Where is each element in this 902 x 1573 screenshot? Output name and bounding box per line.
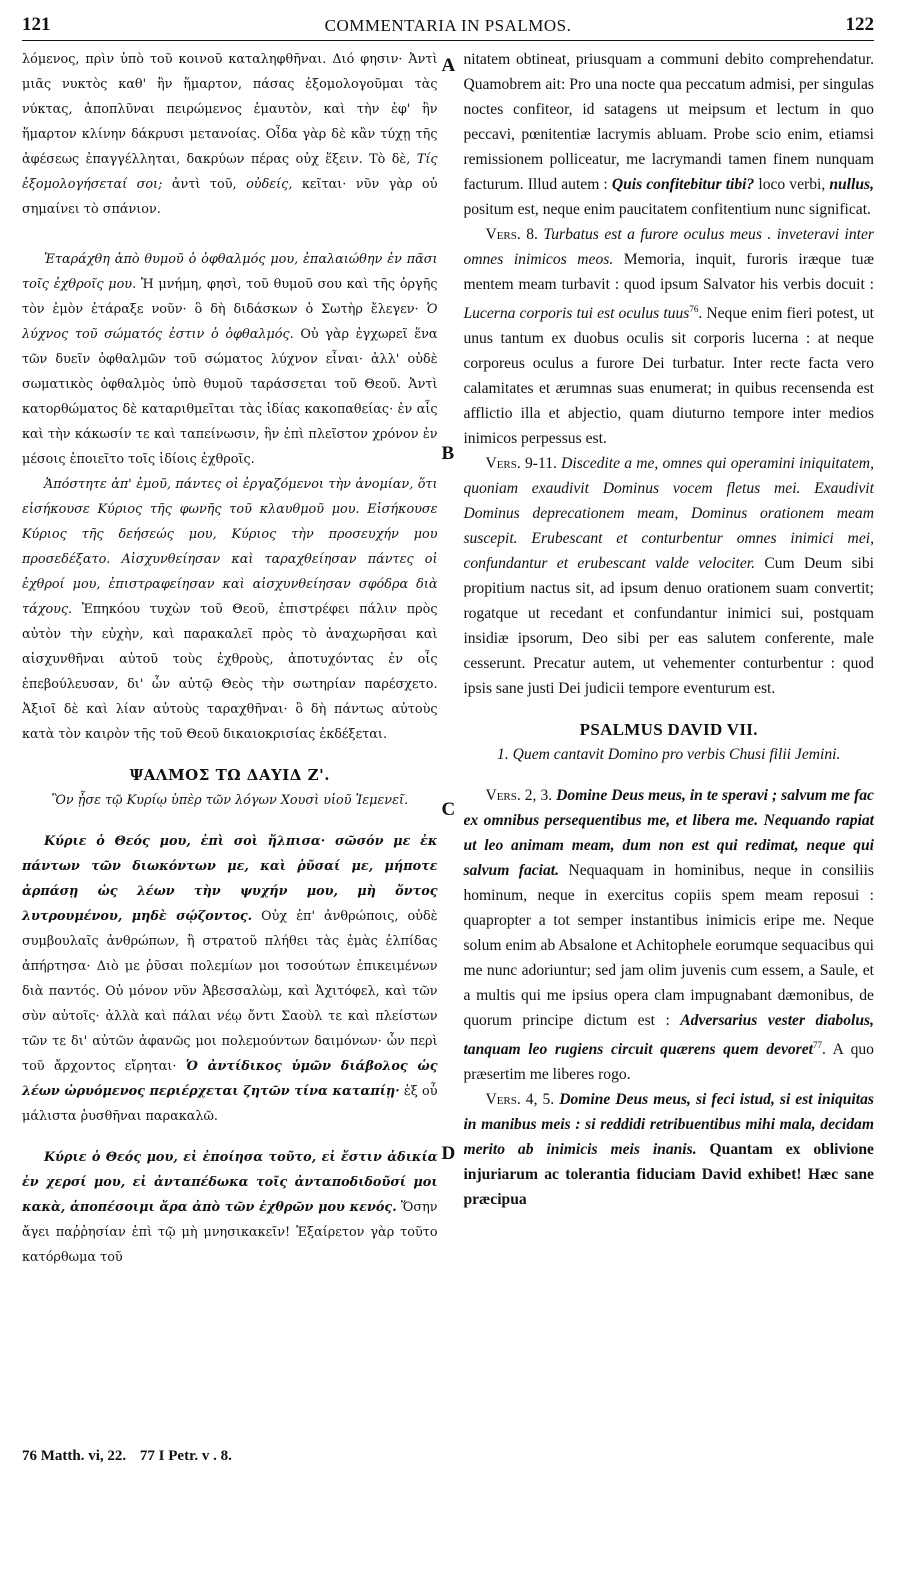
latin-verse-2-3 [463, 783, 874, 1087]
latin-text: Nequaquam in hominibus, neque in consiliis hominum, neque in exercitus copiis spem meam reposui : quapropter a tot semper instantibus inimicis eripe me. Neque solum enim ab Absalone et Achitophele eorumque sequacibus qui me nunc adoriuntur; sed jam olim juvenis cum essem, a Saule, et a multis qui me ipsius opera clam impugnabant dæmonibus, de quorum principe dictum est : [463, 862, 874, 1030]
margin-gutter [438, 47, 464, 1270]
latin-quote: Quis confitebitur tibi? [611, 176, 755, 193]
verse-label: Vers. 2, 3. [485, 787, 553, 805]
running-title: COMMENTARIA IN PSALMOS. [324, 16, 572, 35]
latin-quote: nullus, [829, 176, 874, 193]
latin-column [463, 47, 874, 1270]
latin-paragraph-1 [463, 47, 874, 222]
greek-quote: Τίς ἐξομολογήσεταί σοι; [22, 152, 438, 192]
latin-verse: Domine Deus meus, si feci istud, si est iniquitas in manibus meis : si reddidi retribuentibus mihi mala, decidam merito ab inimicis meis inanis. [463, 1091, 874, 1159]
latin-text: . Neque enim fieri potest, ut unus tantum ex duobus oculis sit corporis lucerna : at neque corporeus oculus a furore Dei turbatur. Inter recte facta vero calamitates et ærumnas suas enumerat; in quibus recensenda est afflictio illa et abjectio, quam diuturno tempore inter medios inimicos perpessus est. [463, 305, 874, 448]
greek-verse: Κύριε ὁ Θεός μου, εἰ ἐποίησα τοῦτο, εἰ ἔστιν ἀδικία ἐν χερσί μου, εἰ ἀνταπέδωκα τοῖς ἀνταποδιδοῦσί μοι κακὰ, ἀποπέσοιμι ἄρα ἀπὸ τῶν ἐχθρῶν μου κενός. [22, 1150, 438, 1215]
latin-verse-4-5 [463, 1087, 874, 1212]
verse-label: Vers. 9-11. [485, 455, 557, 473]
section-marker-a: A [441, 55, 456, 76]
latin-quote: Adversarius vester diabolus, tanquam leo rugiens circuit quærens quem devoret [463, 1012, 874, 1059]
latin-text: positum est, neque enim paucitatem confitentium nunc significat. [463, 201, 871, 218]
footnotes [22, 1448, 242, 1465]
latin-text: Quantam ex oblivione injuriarum ac tolerantia fiduciam David exhibet! Hæc sane præcipua [463, 1141, 874, 1209]
greek-paragraph-5 [22, 1145, 438, 1270]
latin-quote: Lucerna corporis tui est oculus tuus [463, 305, 690, 323]
footnote-ref: 76 [689, 304, 699, 314]
verse-label: Vers. 8. [485, 226, 538, 243]
section-marker-b: B [441, 443, 455, 464]
greek-verse: Ἀπόστητε ἀπ' ἐμοῦ, πάντες οἱ ἐργαζόμενοι τὴν ἀνομίαν, ὅτι εἰσήκουσε Κύριος τῆς φωνῆς τοῦ κλαυθμοῦ μου. Εἰσήκουσε Κύριος τῆς δεήσεώς μου, Κύριος τὴν προσευχήν μου προσεδέξατο. Αἰσχυνθείησαν καὶ ταραχθείησαν πάντες οἱ ἐχθροί μου, ἐπιστραφείησαν καὶ αἰσχυνθείησαν σφόδρα διὰ τάχους. [22, 477, 438, 617]
greek-text: ἀντὶ τοῦ, [171, 177, 237, 192]
latin-text: nitatem obtineat, priusquam a communi debito comprehendatur. Quamobrem ait: Pro una nocte qua peccatum admisi, per singulas noctes confiteor, id satagens ut meipsum et lectum in quo peccavi, pœnitentiæ lacrymis abluam. Probe scio enim, etiamsi remissionem polliceatur, me lacrymandi tamen finem nunquam facturum. Illud autem : [463, 51, 874, 193]
verse-label: Vers. 4, 5. [485, 1091, 555, 1109]
greek-text: λόμενος, πρὶν ὑπὸ τοῦ κοινοῦ καταληφθῆναι. Διό φησιν· Ἀντὶ μιᾶς νυκτὸς καθ' ἣν ἥμαρτον, πάσας ἐξομολογοῦμαι τὰς νύκτας, ἀποπλῦναι πειρώμενος ἐμαυτὸν, καὶ τὴν ἐφ' ἣν ἥμαρτον κλίνην δάκρυσι μετανοίας. Οἶδα γὰρ δὲ κἂν τύχῃ τῆς ἀφέσεως ἐπαγγέλληται, δακρύων πέρας οὐχ ἕξειν. Τὸ δὲ, [22, 52, 438, 167]
section-marker-d: D [441, 1143, 456, 1164]
greek-text: κεῖται· νῦν γὰρ οὐ σημαίνει τὸ σπάνιον. [22, 177, 438, 217]
greek-column [22, 47, 438, 1270]
page-number-left: 121 [22, 14, 51, 35]
latin-psalm-subtitle: 1. Quem cantavit Domino pro verbis Chusi filii Jemini. [497, 746, 841, 764]
footnote-76: 76 Matth. vi, 22. [22, 1448, 127, 1464]
greek-verse: Κύριε ὁ Θεός μου, ἐπὶ σοὶ ἤλπισα· σῶσόν με ἐκ πάντων τῶν διωκόντων με, καὶ ῥῦσαί με, μήποτε ἁρπάσῃ ὡς λέων τὴν ψυχήν μου, μὴ ὄντος λυτρουμένου, μηδὲ σῴζοντος. [22, 834, 438, 924]
footnote-77: 77 I Petr. v . 8. [139, 1448, 232, 1464]
page-number-right: 122 [845, 14, 874, 35]
greek-verse: Ἐταράχθη ἀπὸ θυμοῦ ὁ ὀφθαλμός μου, ἐπαλαιώθην ἐν πᾶσι τοῖς ἐχθροῖς μου. [22, 252, 438, 292]
greek-quote: Ὁ ἀντίδικος ὑμῶν διάβολος ὡς λέων ὠρυόμενος περιέρχεται ζητῶν τίνα καταπίῃ· [22, 1059, 438, 1099]
latin-verse: Discedite a me, omnes qui operamini iniquitatem, quoniam exaudivit Dominus vocem fletus mei. Exaudivit Dominus deprecationem meam, Dominus orationem meam suscepit. Erubescant et conturbentur omnes inimici mei, confundantur et erubescant valde velociter. [463, 455, 874, 573]
latin-verse: Domine Deus meus, in te speravi ; salvum me fac ex omnibus persequentibus me, et libera me. Nequando rapiat ut leo animam meam, dum non est qui redimat, neque qui salvum faciat. [463, 787, 874, 880]
greek-paragraph-1 [22, 47, 438, 222]
greek-text: Ἐπηκόου τυχὼν τοῦ Θεοῦ, ἐπιστρέφει πάλιν πρὸς αὐτὸν τὴν εὐχὴν, καὶ παρακαλεῖ πρὸς τὸ ἀναχωρῆσαι καὶ αἰσχυνθῆναι αὐτοῦ τοὺς ἐχθροὺς, ἀποτυχόντας ἐν οἷς ἐπεβούλευσαν, δι' ὧν αὐτῷ Θεὸς τὴν σωτηρίαν παρέσχετο. Ἀξιοῖ δὲ καὶ λίαν αὐτοὺς ταραχθῆναι· ὃ δὴ πάντως αὐτοὺς κατὰ τὸν καιρὸν τῆς τοῦ Θεοῦ δικαιοκρισίας ἐκδέξεται. [22, 602, 438, 742]
greek-quote: οὐδείς, [246, 177, 293, 192]
latin-verse: Turbatus est a furore oculus meus . inveteravi inter omnes inimicos meos. [463, 226, 874, 268]
greek-paragraph-2 [22, 247, 438, 472]
running-header [22, 10, 874, 41]
greek-paragraph-4 [22, 829, 438, 1129]
greek-paragraph-3 [22, 472, 438, 747]
section-marker-c: C [441, 799, 456, 820]
footnote-ref: 77 [812, 1040, 822, 1051]
greek-text: Οὐ γὰρ ἐγχωρεῖ ἕνα τῶν δυεῖν ὀφθαλμῶν τοῦ σώματος λύχνον εἶναι· ἀλλ' οὐδὲ σωματικὸς ὀφθαλμὸς ὑπὸ θυμοῦ ταράσσεται τοῦ Θεοῦ. Ἀντὶ κατορθώματος δὲ καταριθμεῖται τὰς ἰδίας κακοπαθείας· ἐν αἷς καὶ τὴν κάκωσίν τε καὶ ταπείνωσιν, ἣν ἐπὶ πλεῖστον χρόνον ἐν μέσοις ἐποιεῖτο τοῖς ἰδίοις ἐχθροῖς. [22, 327, 438, 467]
latin-verse-9-11 [463, 451, 874, 701]
latin-text: Memoria, inquit, furoris iræque tuæ mentem meam turbavit : quod ipsum Salvator his verbis docuit : [463, 251, 874, 293]
greek-psalm-subtitle: Ὃν ᾖσε τῷ Κυρίῳ ὑπὲρ τῶν λόγων Χουσὶ υἱοῦ Ἰεμενεῖ. [51, 793, 409, 808]
latin-psalm-heading: PSALMUS DAVID VII. [579, 720, 758, 740]
greek-text: Ἡ μνήμη, φησὶ, τοῦ θυμοῦ σου καὶ τῆς ὀργῆς τὸν ἐμὸν ἐτάραξε νοῦν· ὃ δὴ διδάσκων ὁ Σωτὴρ ἔλεγεν· [22, 277, 438, 317]
two-column-body [22, 47, 874, 1270]
greek-text: Ὅσην ἄγει παῤῥησίαν ἐπὶ τῷ μὴ μνησικακεῖν! Ἐξαίρετον γὰρ τοῦτο κατόρθωμα τοῦ [22, 1200, 438, 1265]
latin-text: Cum Deum sibi propitium nactus sit, ad ipsum denuo orationem suam convertit; rogatque ut recedant et confundantur inimici sui, postquam insidiæ ipsorum, Deo sibi per eas salutem conferente, male cesserunt. Precatur autem, ut vehementer conturbentur : quod ipsis sane justi Dei judicii tempore eventurum est. [463, 555, 874, 698]
latin-verse-8 [463, 222, 874, 451]
greek-quote: Ὁ λύχνος τοῦ σώματός ἐστιν ὁ ὀφθαλμός. [22, 302, 438, 342]
latin-text: loco verbi, [758, 176, 826, 193]
greek-psalm-heading: ΨΑΛΜΟΣ ΤΩ ΔΑΥΙΔ Ζ'. [129, 766, 330, 784]
greek-text: ἐξ οὗ μάλιστα ῥυσθῆναι παρακαλῶ. [22, 1084, 438, 1124]
latin-text: . A quo præsertim me liberes rogo. [463, 1041, 874, 1084]
greek-text: Οὐχ ἐπ' ἀνθρώποις, οὐδὲ συμβουλαῖς ἀνθρώπων, ἢ στρατοῦ πλήθει τὰς ἐμὰς ἐλπίδας ἀπήρτησα· Διὸ με ῥῦσαι πολεμίων μοι τοσούτων ἐπικειμένων διὰ παντός. Οὐ μόνον νῦν Ἀβεσσαλὼμ, καὶ Ἀχιτόφελ, καὶ τῶν σὺν αὐτοῖς· ἀλλὰ καὶ πάλαι νέῳ ὄντι Σαοὺλ τε καὶ πλείστων τῶν τε δι' αὐτῶν ἀφανῶς μοι πολεμούντων δαιμόνων· ὧν περὶ τοῦ ἄρχοντος εἴρηται· [22, 909, 438, 1074]
